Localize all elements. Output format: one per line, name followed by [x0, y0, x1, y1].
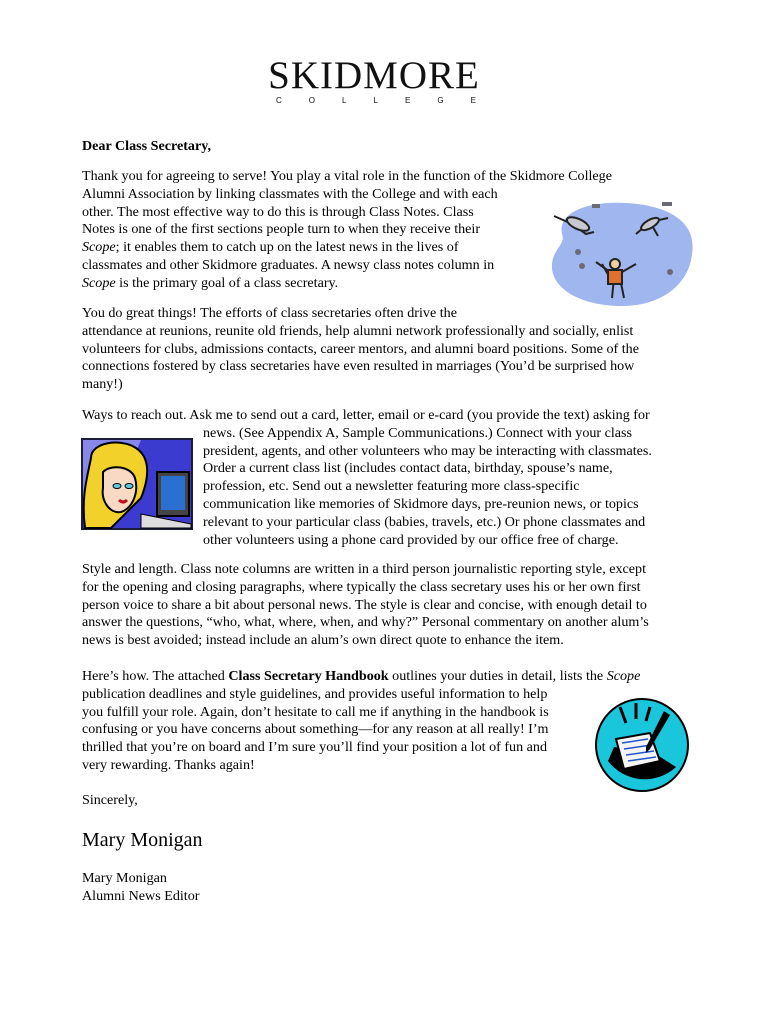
signature: Mary Monigan: [82, 829, 203, 851]
paragraph-intro: [82, 168, 700, 293]
sender-title: Alumni News Editor: [82, 887, 200, 904]
text-line: Style and length. Class note columns are written in a third person journalistic reporting style, except: [82, 561, 647, 577]
text-span: ; it enables them to catch up on the latest news in the lives of: [115, 239, 459, 256]
text-line: communication like memories of Skidmore days, pre-reunion news, or topics: [203, 495, 639, 512]
text-line: Thank you for agreeing to serve! You play a vital role in the function of the Skidmore College: [82, 168, 612, 184]
sender-block: [82, 870, 700, 906]
text-line: you fulfill your role. Again, don’t hesitate to call me if anything in the handbook is: [82, 703, 549, 720]
text-line: [82, 668, 700, 686]
text-line: [82, 239, 700, 257]
text-line: for the opening and closing paragraphs, where typically the class secretary uses his or her own first: [82, 578, 641, 595]
text-line: confusing or you have concerns about something—for any reason at all really! I’m: [82, 721, 549, 738]
scope-title: Scope: [606, 668, 641, 684]
text-line: president, agents, and other volunteers who may be interacting with classmates.: [203, 442, 652, 459]
text-span: Here’s how. The attached: [82, 668, 229, 684]
text-line: relevant to your particular class (babies, travels, etc.) Or phone classmates and: [203, 513, 646, 530]
logo-letter: L: [342, 96, 347, 105]
text-line: other volunteers using a phone card provided by our office free of charge.: [203, 531, 619, 548]
text-span: is the primary goal of a class secretary.: [115, 274, 339, 291]
paragraph-reach-out: [82, 407, 700, 549]
text-line: publication deadlines and style guidelines, and provides useful information to help: [82, 685, 548, 702]
text-line: profession, etc. Send out a newsletter featuring more class-specific: [203, 478, 580, 495]
text-line: [82, 275, 700, 293]
logo-letter: E: [404, 96, 411, 105]
logo-letter: O: [308, 96, 316, 105]
logo-letter: C: [276, 96, 282, 105]
paragraph-heres-how: [82, 668, 700, 775]
text-line: classmates and other Skidmore graduates. A newsy class notes column in: [82, 256, 495, 273]
logo-letter: E: [470, 96, 476, 105]
text-line: other. The most effective way to do this is through Class Notes. Class: [82, 203, 474, 220]
text-line: many!): [82, 376, 123, 393]
greeting: Dear Class Secretary,: [82, 138, 212, 154]
text-span: outlines your duties in detail, lists the: [388, 668, 607, 684]
text-line: very rewarding. Thanks again!: [82, 756, 255, 773]
text-line: Alumni Association by linking classmates with the College and with each: [82, 185, 498, 202]
logo-wordmark: SKIDMORE: [268, 54, 480, 97]
logo-letter: G: [437, 96, 444, 105]
text-line: Ways to reach out. Ask me to send out a card, letter, email or e-card (you provide the text) asking for: [82, 407, 650, 423]
text-line: connections fostered by class secretaries have even resulted in marriages (You’d be surprised how: [82, 358, 635, 375]
text-line: attendance at reunions, reunite old friends, help alumni network professionally and socially, enlist: [82, 322, 634, 339]
text-line: news. (See Appendix A, Sample Communications.) Connect with your class: [203, 424, 633, 441]
sender-name: Mary Monigan: [82, 870, 167, 886]
handbook-title: Class Secretary Handbook: [228, 668, 389, 684]
skidmore-logo: [268, 56, 480, 105]
text-line: news is best avoided; instead include an alum’s own direct quote to enhance the item.: [82, 632, 564, 649]
scope-title: Scope: [82, 274, 116, 291]
closing: Sincerely,: [82, 792, 138, 808]
paragraph-great-things: [82, 305, 700, 394]
logo-college: [268, 96, 480, 105]
scope-title: Scope: [82, 239, 116, 256]
text-line: answer the questions, “who, what, where, when, and why?” Personal commentary on another alum’s: [82, 614, 649, 631]
text-line: thrilled that you’re on board and I’m sure you’ll find your position a lot of fun and: [82, 739, 547, 756]
text-line: Notes is one of the first sections people turn to when they receive their: [82, 221, 481, 238]
text-line: volunteers for clubs, admissions contacts, career mentors, and alumni board positions. Some of the: [82, 340, 639, 357]
logo-letter: L: [373, 96, 378, 105]
paragraph-style-length: [82, 561, 700, 650]
text-line: person voice to share a bit about personal news. The style is clear and concise, with enough detail to: [82, 596, 647, 613]
text-line: Order a current class list (includes contact data, birthday, spouse’s name,: [203, 460, 613, 477]
text-line: You do great things! The efforts of class secretaries often drive the: [82, 305, 457, 321]
